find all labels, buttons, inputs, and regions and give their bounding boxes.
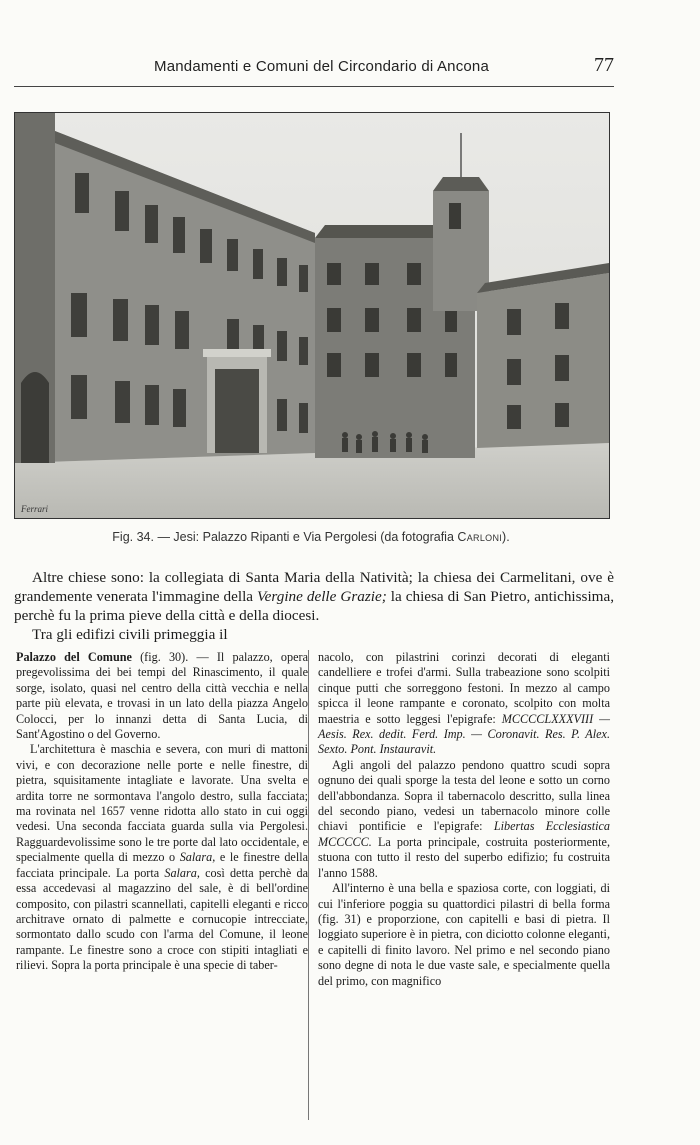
caption-close: ). bbox=[502, 530, 510, 544]
running-header bbox=[14, 54, 614, 80]
left-p2-italic-2: Salara, bbox=[164, 865, 200, 880]
figure-photograph bbox=[14, 112, 610, 519]
figure-caption bbox=[14, 530, 608, 544]
right-paragraph-3: All'interno è una bella e spaziosa corte, con loggiati, di cui l'inferiore poggia su quattordici pilastri di bella forma (fig. 31) e proporzione, con capitelli e basi di pietra. Il loggiato superiore è in pietra, con diciotto colonne eleganti, e capitelli di finito lavoro. Nel primo e nel secondo piano sono degne di nota le due vaste sale, e specialmente quella del primo, con magnifico bbox=[318, 881, 610, 988]
intro-p1-tail: la chiesa di San Pietro, antichissima, perchè fu la prima pieve della città e della diocesi. bbox=[14, 588, 615, 624]
page-number: 77 bbox=[594, 54, 614, 76]
caption-text: Fig. 34. — Jesi: Palazzo Ripanti e Via Pergolesi (da fotografia bbox=[112, 530, 454, 544]
caption-credit: Carloni bbox=[457, 530, 503, 544]
header-rule bbox=[14, 86, 614, 87]
photo-signature: Ferrari bbox=[21, 504, 48, 514]
right-p2-text: Agli angoli del palazzo pendono quattro scudi sopra ognuno dei quali sporge la testa del leone e sotto un corno dell'abbondanza. Sopra il tabernacolo descritto, sulla linea del secondo piano, vedesi un tabernacolo minore colle chiavi pontificie e l'epigrafe: bbox=[318, 757, 610, 834]
left-p2-mid: e le finestre della facciata principale. La porta bbox=[16, 850, 309, 880]
right-paragraph-1 bbox=[318, 650, 610, 758]
left-p1-text: (fig. 30). — Il palazzo, opera pregevolissima dei bei tempi del Rinascimento, il quale sorge, isolato, quasi nel centro della città vecchia e nella parte più elevata, e trovasi in un lato della piazza Angelo Colocci, per lo innanzi detta di Santa Lucia, di Sant'Agostino o del Governo. bbox=[16, 650, 308, 742]
palazzo-del-comune-heading: Palazzo del Comune bbox=[16, 650, 132, 664]
right-paragraph-2 bbox=[318, 758, 610, 881]
right-p2-epigraph: Libertas Ecclesiastica MCCCCC. bbox=[318, 819, 611, 849]
left-column bbox=[16, 650, 308, 974]
left-p2-italic-1: Salara, bbox=[179, 850, 216, 865]
left-paragraph-1 bbox=[16, 650, 308, 742]
right-column bbox=[318, 650, 610, 989]
right-p2-tail: La porta principale, costruita posteriormente, stuona con tutto il resto del superbo edifizio; fu costruita l'anno 1588. bbox=[318, 834, 610, 880]
left-p2-tail: così detta perchè da essa accedevasi al magazzino del sale, è di bell'ordine composito, con pilastri scannellati, capitelli eleganti e ricco architrave ornato di palmette e cornucopie intrecciate, sormontato dallo scudo con l'arma del Comune, il leone rampante. Le finestre sono a croce con stipiti intagliati e rilievi. Sopra la porta principale è una specie di taber- bbox=[16, 865, 309, 973]
intro-paragraph-churches bbox=[14, 568, 614, 625]
right-p1-epigraph: MCCCCLXXXVIII — Aesis. Rex. dedit. Ferd. Imp. — Coronavit. Res. P. Alex. Sexto. Pont. Instauravit. bbox=[318, 711, 610, 757]
palazzo-ripanti-illustration bbox=[15, 113, 609, 518]
intro-paragraphs bbox=[14, 568, 614, 644]
intro-p1-text: Altre chiese sono: la collegiata di Santa Maria della Natività; la chiesa dei Carmelitani, ove è grandemente venerata l'immagine della bbox=[14, 569, 614, 605]
left-p2-text: L'architettura è maschia e severa, con muri di mattoni vivi, e con decorazione nelle porte e nelle finestre, di pietra, squisitamente intagliate e lavorate. Una svelta e ardita torre ne sormontava l'angolo destro, sulla facciata; ma rovinata nel 1657 venne ridotta allo stato in cui oggi vedesi. Una seconda facciata guarda sulla via Pergolesi. Ragguardevolissime sono le tre porte dal lato occidentale, e specialmente quella di mezzo o bbox=[16, 742, 308, 865]
intro-p1-italic: Vergine delle Grazie; bbox=[257, 588, 387, 605]
intro-paragraph-civil: Tra gli edifizi civili primeggia il bbox=[32, 626, 228, 643]
running-title: Mandamenti e Comuni del Circondario di Ancona bbox=[154, 58, 490, 75]
left-paragraph-2 bbox=[16, 742, 308, 973]
column-divider bbox=[308, 650, 309, 1120]
right-p1-text: nacolo, con pilastrini corinzi decorati di eleganti candelliere e trofei d'armi. Sulla trabeazione sono scolpiti cinque putti che sorreggono festoni. In mezzo al campo spicca il leone rampante e coronato, scolpito con molta maestria e sotto leggesi l'epigrafe: bbox=[318, 650, 610, 726]
